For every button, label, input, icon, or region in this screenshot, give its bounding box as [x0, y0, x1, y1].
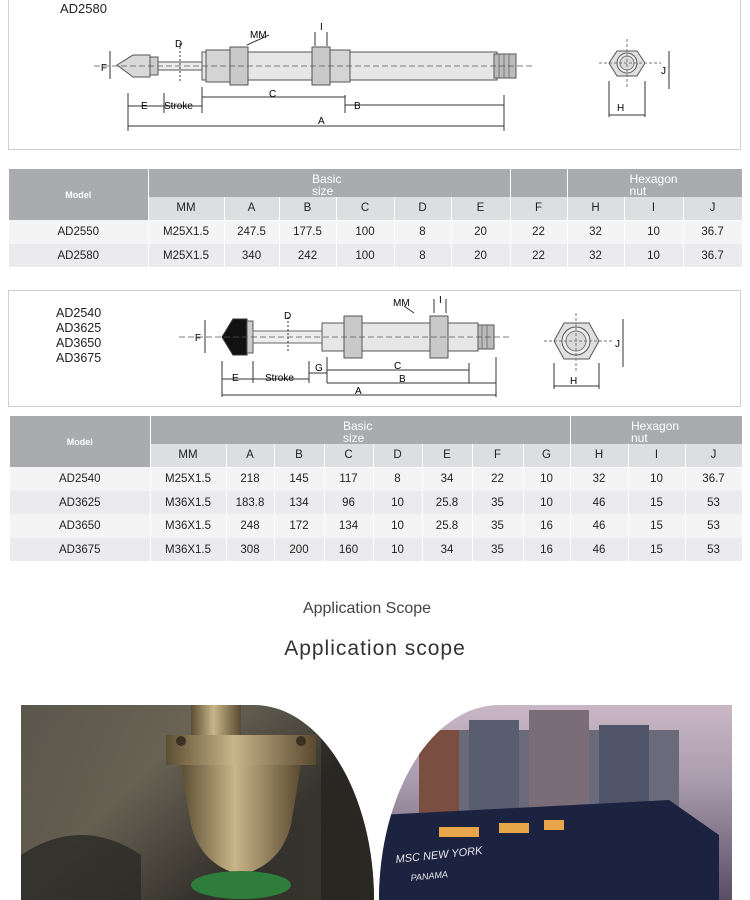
dim-b: B [399, 374, 406, 385]
cell: M36X1.5 [150, 491, 226, 514]
col-header: J [683, 197, 742, 220]
col-header: G [523, 444, 570, 467]
cell: 8 [394, 220, 451, 244]
cell: AD2540 [10, 467, 150, 491]
dim-stroke: Stroke [164, 101, 193, 112]
cell: 53 [685, 491, 742, 514]
col-header: E [422, 444, 472, 467]
col-header: MM [148, 197, 224, 220]
dim-a: A [355, 386, 362, 397]
cell: 242 [279, 244, 336, 267]
cell: 32 [567, 220, 624, 244]
dim-i: I [320, 22, 323, 33]
col-header: A [226, 444, 274, 467]
table-row [9, 244, 742, 267]
cell: 36.7 [683, 220, 742, 244]
cell: 172 [274, 514, 324, 538]
cell: M25X1.5 [150, 467, 226, 491]
cell: 36.7 [685, 467, 742, 491]
col-header: I [628, 444, 685, 467]
table-row [10, 538, 742, 561]
cell: 22 [472, 467, 523, 491]
basic-size-header: Basic size [150, 416, 570, 444]
col-header: B [279, 197, 336, 220]
cell: 200 [274, 538, 324, 561]
container-ship-photo [379, 705, 732, 900]
cell: 46 [570, 491, 628, 514]
cell: AD3675 [10, 538, 150, 561]
col-header: I [624, 197, 683, 220]
dim-f: F [100, 63, 107, 74]
col-header: H [570, 444, 628, 467]
cell: 53 [685, 538, 742, 561]
col-header: D [373, 444, 422, 467]
hexagon-nut-header: Hexagon nut [570, 416, 742, 444]
cell: 10 [624, 220, 683, 244]
dim-f: F [194, 333, 201, 344]
model-label: AD2540 [56, 306, 102, 320]
cell: 34 [422, 538, 472, 561]
col-header: F [510, 197, 567, 220]
col-header: D [394, 197, 451, 220]
model-label: AD3625 [56, 321, 102, 335]
industrial-machinery-photo [21, 705, 374, 900]
hexagon-nut-header: Hexagon nut [567, 169, 742, 197]
cell: 100 [336, 244, 394, 267]
cell: 218 [226, 467, 274, 491]
cell: M25X1.5 [148, 220, 224, 244]
cell: 10 [373, 491, 422, 514]
col-header: MM [150, 444, 226, 467]
cell: 10 [628, 467, 685, 491]
col-header: A [224, 197, 279, 220]
dim-h: H [570, 376, 578, 387]
cell: 22 [510, 244, 567, 267]
diagram-panel-ad-series [8, 290, 741, 407]
col-header: F [472, 444, 523, 467]
cell: AD2580 [9, 244, 148, 267]
dim-e: E [141, 101, 148, 112]
diagram-panel-ad2580 [8, 0, 741, 150]
cell: 34 [422, 467, 472, 491]
cell: 308 [226, 538, 274, 561]
spec-table-1 [9, 169, 743, 267]
cell: 134 [274, 491, 324, 514]
cell: 15 [628, 538, 685, 561]
cell: 160 [324, 538, 373, 561]
model-header: Model [9, 169, 148, 220]
cell: 22 [510, 220, 567, 244]
col-header: H [567, 197, 624, 220]
dim-a: A [318, 116, 325, 127]
cell: 10 [373, 538, 422, 561]
table-row [10, 491, 742, 514]
dim-mm: MM [250, 30, 267, 41]
shock-absorber-drawing-2 [9, 291, 742, 408]
cell: 36.7 [683, 244, 742, 267]
dim-b: B [354, 101, 361, 112]
cell: AD3625 [10, 491, 150, 514]
cell: 35 [472, 491, 523, 514]
cell: 32 [567, 244, 624, 267]
col-header: B [274, 444, 324, 467]
cell: 10 [624, 244, 683, 267]
dim-j: J [661, 66, 666, 77]
cell: 177.5 [279, 220, 336, 244]
dim-j: J [615, 339, 620, 350]
dim-c: C [269, 89, 277, 100]
cell: 248 [226, 514, 274, 538]
shock-absorber-drawing [9, 0, 742, 151]
cell: 183.8 [226, 491, 274, 514]
model-label: AD3675 [56, 351, 102, 365]
spec-table-2 [10, 416, 743, 561]
cell: 340 [224, 244, 279, 267]
section-subtitle: Application scope [284, 637, 466, 660]
col-header: C [336, 197, 394, 220]
dim-stroke: Stroke [265, 373, 294, 384]
cell: 10 [523, 467, 570, 491]
cell: 25.8 [422, 514, 472, 538]
model-label: AD3650 [56, 336, 102, 350]
cell: 20 [451, 220, 510, 244]
model-header: Model [10, 416, 150, 467]
table-row [10, 514, 742, 538]
cell: 32 [570, 467, 628, 491]
cell: 15 [628, 491, 685, 514]
cell: 96 [324, 491, 373, 514]
dim-d: D [284, 311, 292, 322]
table-row [9, 220, 742, 244]
dim-i: I [439, 295, 442, 306]
cell: 8 [394, 244, 451, 267]
basic-size-header: Basic size [148, 169, 510, 197]
cell: 35 [472, 514, 523, 538]
dim-g: G [315, 363, 323, 374]
cell: 15 [628, 514, 685, 538]
cell: 100 [336, 220, 394, 244]
section-title: Application Scope [302, 600, 432, 617]
ship-port-text: PANAMA [410, 869, 449, 883]
dim-d: D [175, 39, 183, 50]
cell: 10 [523, 491, 570, 514]
cell: 46 [570, 514, 628, 538]
dim-h: H [617, 103, 625, 114]
cell: M36X1.5 [150, 514, 226, 538]
cell: 46 [570, 538, 628, 561]
cell: 16 [523, 538, 570, 561]
cell: M25X1.5 [148, 244, 224, 267]
cell: 53 [685, 514, 742, 538]
cell: 35 [472, 538, 523, 561]
col-header: J [685, 444, 742, 467]
col-header: E [451, 197, 510, 220]
cell: AD2550 [9, 220, 148, 244]
cell: 145 [274, 467, 324, 491]
cell: 117 [324, 467, 373, 491]
cell: 20 [451, 244, 510, 267]
cell: AD3650 [10, 514, 150, 538]
dim-e: E [232, 373, 239, 384]
cell: 25.8 [422, 491, 472, 514]
dim-mm: MM [393, 298, 410, 309]
cell: M36X1.5 [150, 538, 226, 561]
col-header: C [324, 444, 373, 467]
table-row [10, 467, 742, 491]
diagram-model-label: AD2580 [60, 1, 107, 16]
cell: 8 [373, 467, 422, 491]
cell: 16 [523, 514, 570, 538]
cell: 10 [373, 514, 422, 538]
dim-c: C [394, 361, 402, 372]
cell: 134 [324, 514, 373, 538]
ship-name-text: MSC NEW YORK [395, 844, 484, 866]
cell: 247.5 [224, 220, 279, 244]
